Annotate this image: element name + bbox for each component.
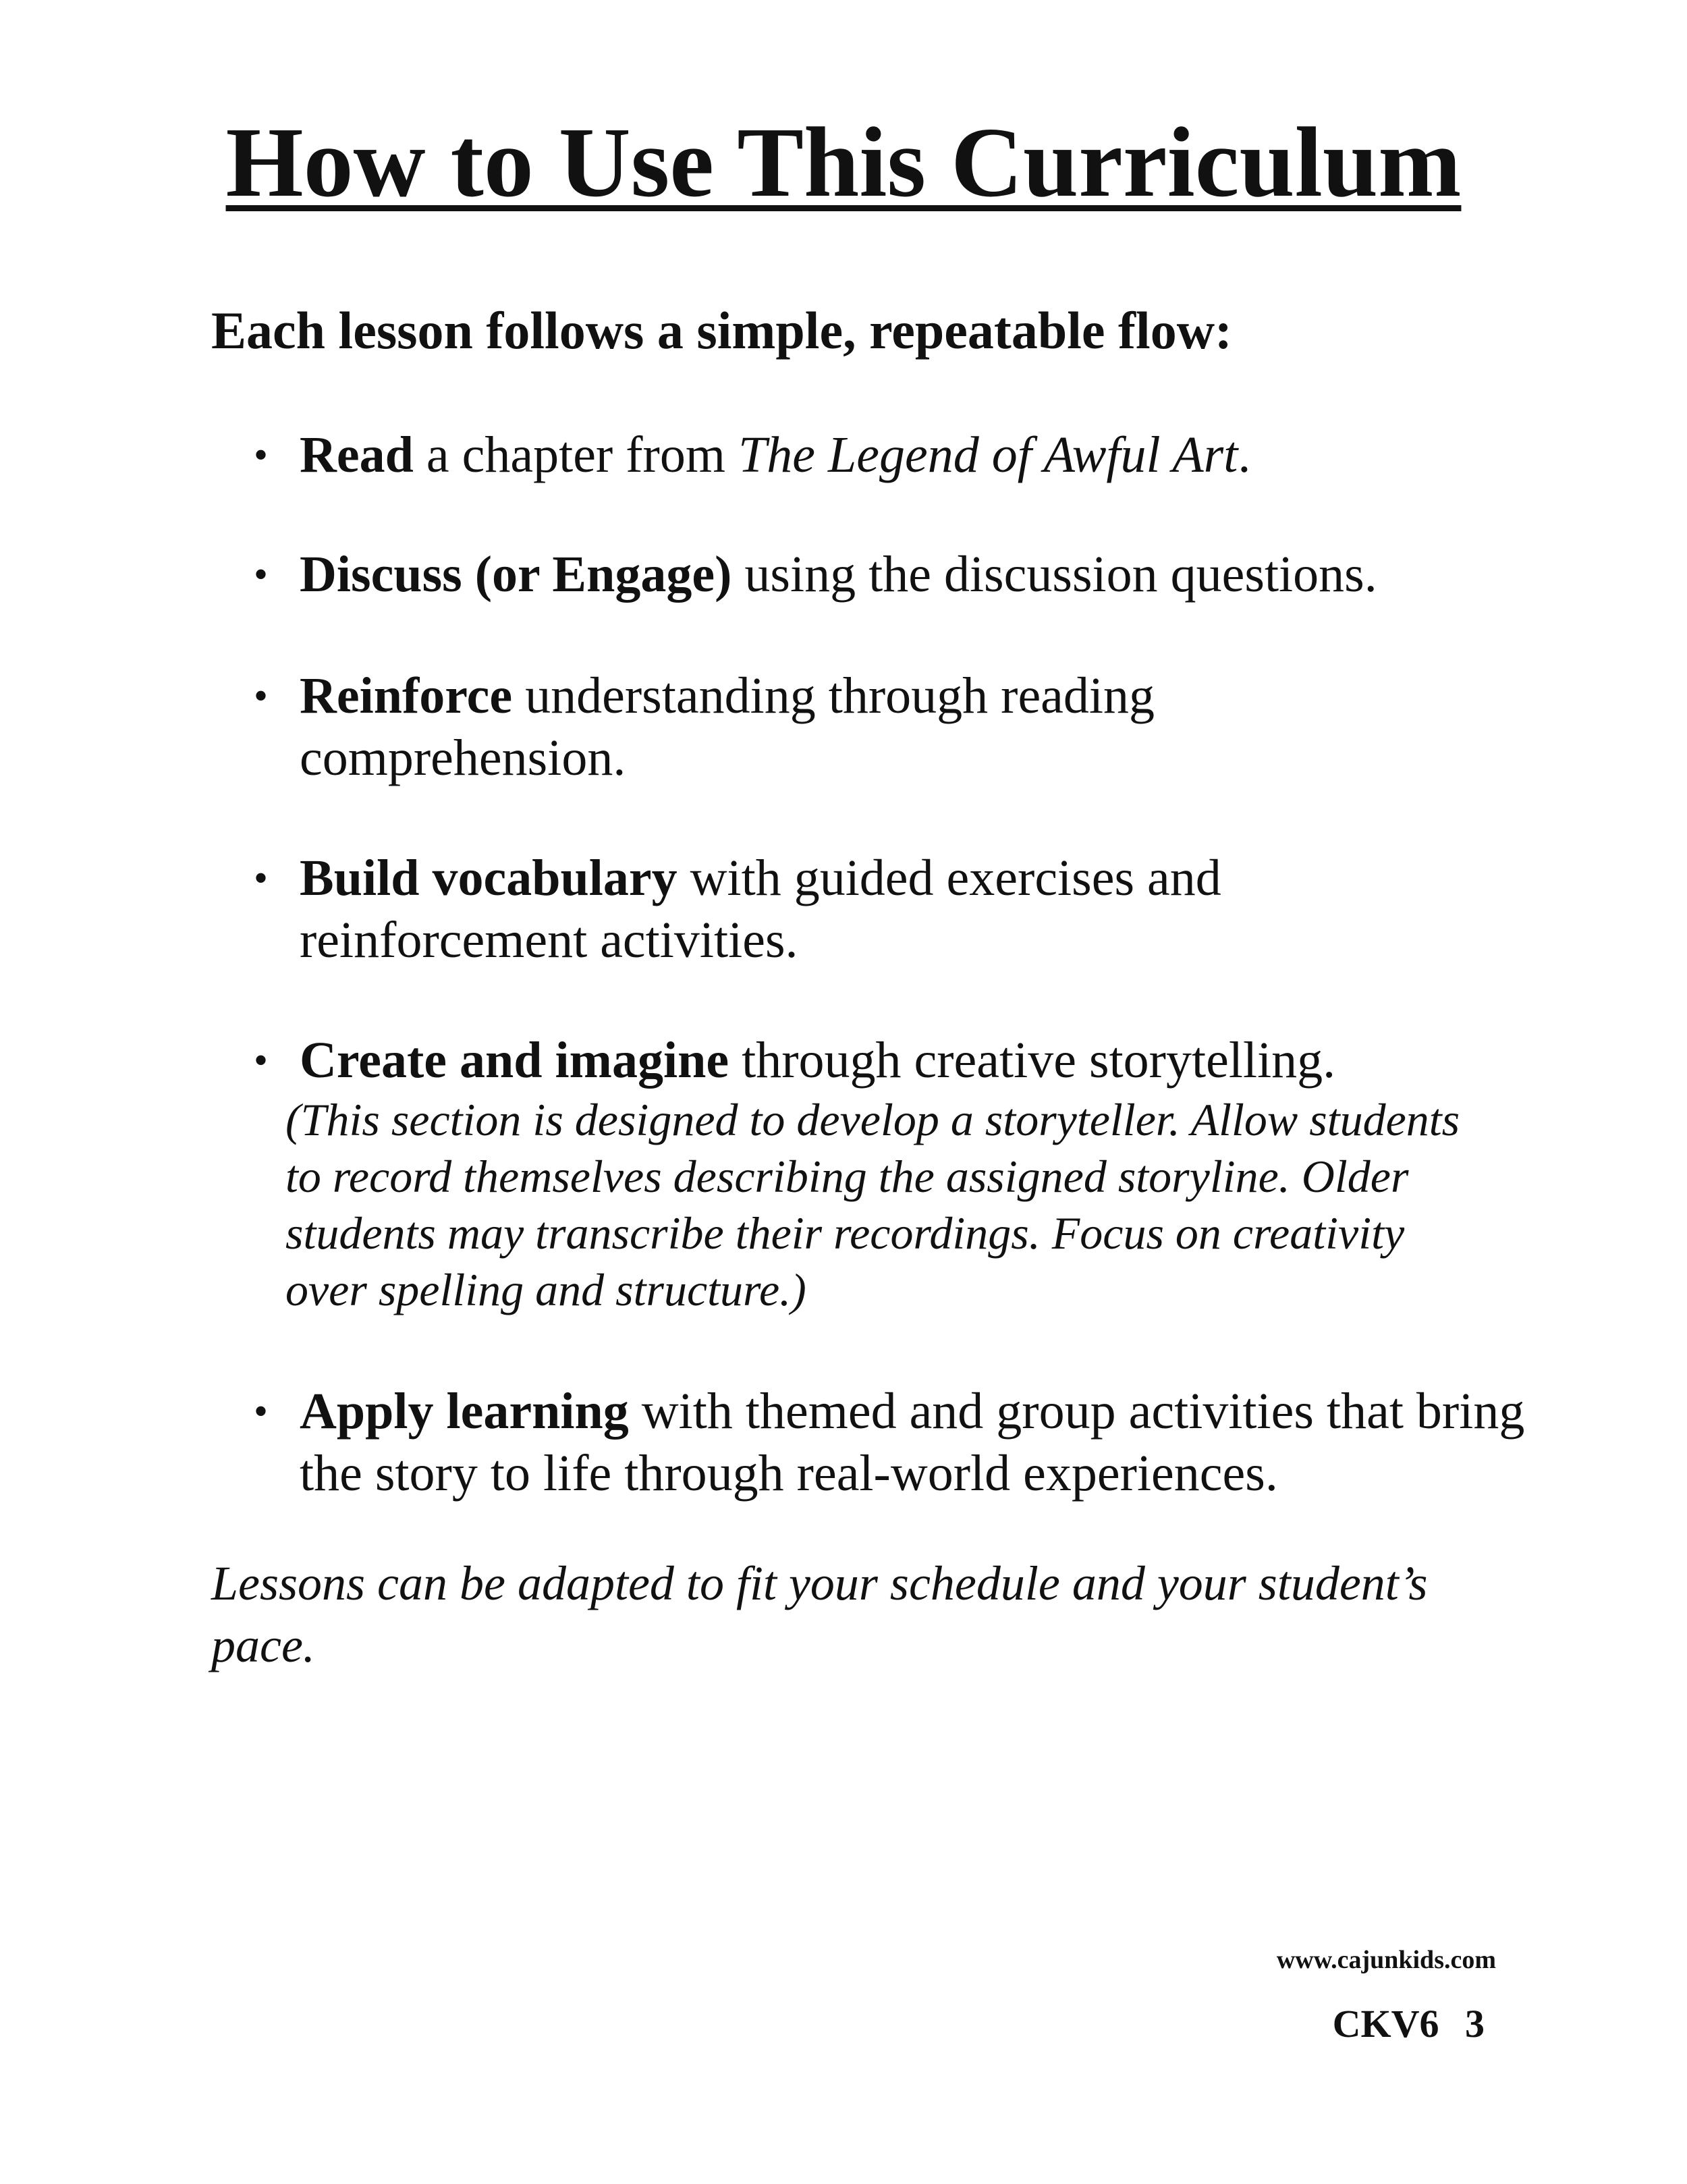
closing-note: Lessons can be adapted to fit your schedule and your student’s pace. [211, 1556, 1428, 1672]
page-title: How to Use This Curriculum [225, 107, 1462, 218]
storytelling-note: (This section is designed to develop a storyteller. Allow students to record themselves describing the assigned storyline. Older students may transcribe their recordings. Focus on creativity over spelling and structure.) [285, 1094, 1460, 1315]
list-item-apply-learning: • Apply learning with themed and group activities that bring the story to life through real-world experiences. [255, 1380, 1537, 1504]
bullet-dot-icon: • [254, 552, 269, 597]
bullet-dot-icon: • [254, 1389, 269, 1434]
list-item-discuss: • Discuss (or Engage) using the discussion questions. [255, 543, 1537, 605]
bullet-dot-icon: • [254, 1038, 269, 1083]
bullet-dot-icon: • [254, 856, 269, 900]
page-number: CKV6 3 [1332, 2002, 1485, 2046]
list-item-read: • Read a chapter from The Legend of Awful Art. [255, 424, 1537, 486]
bullet-dot-icon: • [254, 433, 269, 477]
list-item-build-vocabulary: • Build vocabulary with guided exercises and reinforcement activities. [255, 847, 1301, 971]
list-item-reinforce: • Reinforce understanding through reading comprehension. [255, 665, 1301, 789]
bullet-dot-icon: • [254, 674, 269, 718]
list-item-create-imagine: • Create and imagine through creative storytelling. (This section is designed to develop a storyteller. Allow students to record themselves describing the assigned storyline. Older students may transcribe their recordings. Focus on creativity over spelling and structure.) [255, 1029, 1537, 1318]
website-link[interactable]: www.cajunkids.com [1276, 1946, 1496, 1974]
intro-text: Each lesson follows a simple, repeatable flow: [211, 301, 1233, 360]
